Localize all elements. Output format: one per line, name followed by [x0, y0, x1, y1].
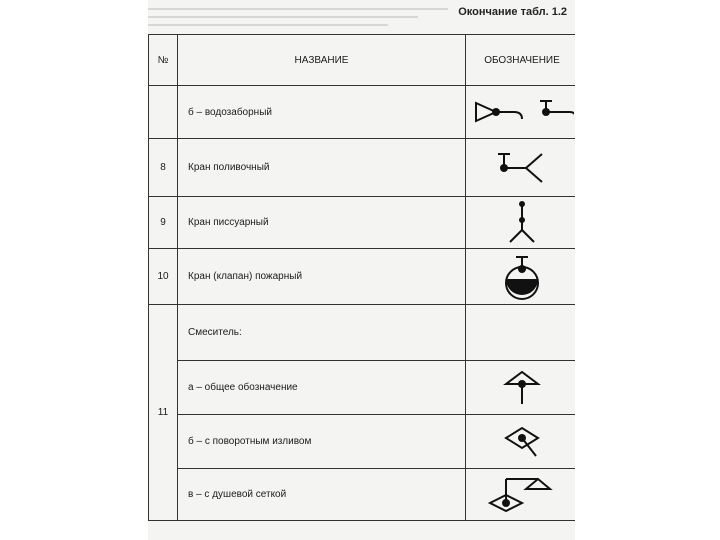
row-number: 10: [149, 249, 178, 305]
fire-valve-icon: [500, 253, 544, 301]
urinal-valve-icon: [502, 200, 542, 246]
row-symbol: [466, 86, 576, 139]
header-number: №: [149, 35, 178, 86]
bleed-through-text: [148, 8, 448, 10]
table-row: [149, 415, 576, 469]
row-symbol: [466, 249, 576, 305]
row-symbol: [466, 197, 576, 249]
document-page: [148, 0, 575, 540]
table-row: [149, 361, 576, 415]
table-row: [149, 86, 576, 139]
water-intake-valve-icon: [470, 95, 574, 129]
mixer-shower-head-icon: [486, 473, 558, 517]
group-number: 11: [157, 407, 169, 418]
table-row: [149, 305, 576, 361]
row-symbol: [466, 361, 576, 415]
row-symbol: [466, 415, 576, 469]
row-name: а – общее обозначение: [178, 361, 466, 415]
table-row: [149, 469, 576, 521]
row-number: 9: [149, 197, 178, 249]
bleed-through-text: [148, 16, 418, 18]
row-name: в – с душевой сеткой: [178, 469, 466, 521]
row-number: [149, 86, 178, 139]
symbols-table: [148, 34, 575, 521]
row-name: б – водозаборный: [178, 86, 466, 139]
watering-valve-icon: [492, 148, 552, 188]
row-number: [149, 305, 178, 521]
row-name: б – с поворотным изливом: [178, 415, 466, 469]
table-caption: Окончание табл. 1.2: [458, 6, 567, 18]
mixer-general-icon: [502, 366, 542, 410]
bleed-through-text: [148, 24, 388, 26]
header-symbol: ОБОЗНАЧЕНИЕ: [466, 35, 576, 86]
table-row: [149, 197, 576, 249]
row-name: Кран писсуарный: [178, 197, 466, 249]
table-row: [149, 249, 576, 305]
mixer-swivel-spout-icon: [502, 422, 542, 462]
row-name: Кран (клапан) пожарный: [178, 249, 466, 305]
header-name: НАЗВАНИЕ: [178, 35, 466, 86]
row-symbol: [466, 139, 576, 197]
row-symbol: [466, 305, 576, 361]
table-header-row: [149, 35, 576, 86]
row-name: Кран поливочный: [178, 139, 466, 197]
row-number: 8: [149, 139, 178, 197]
row-symbol: [466, 469, 576, 521]
table-row: [149, 139, 576, 197]
row-name: Смеситель:: [178, 305, 466, 361]
